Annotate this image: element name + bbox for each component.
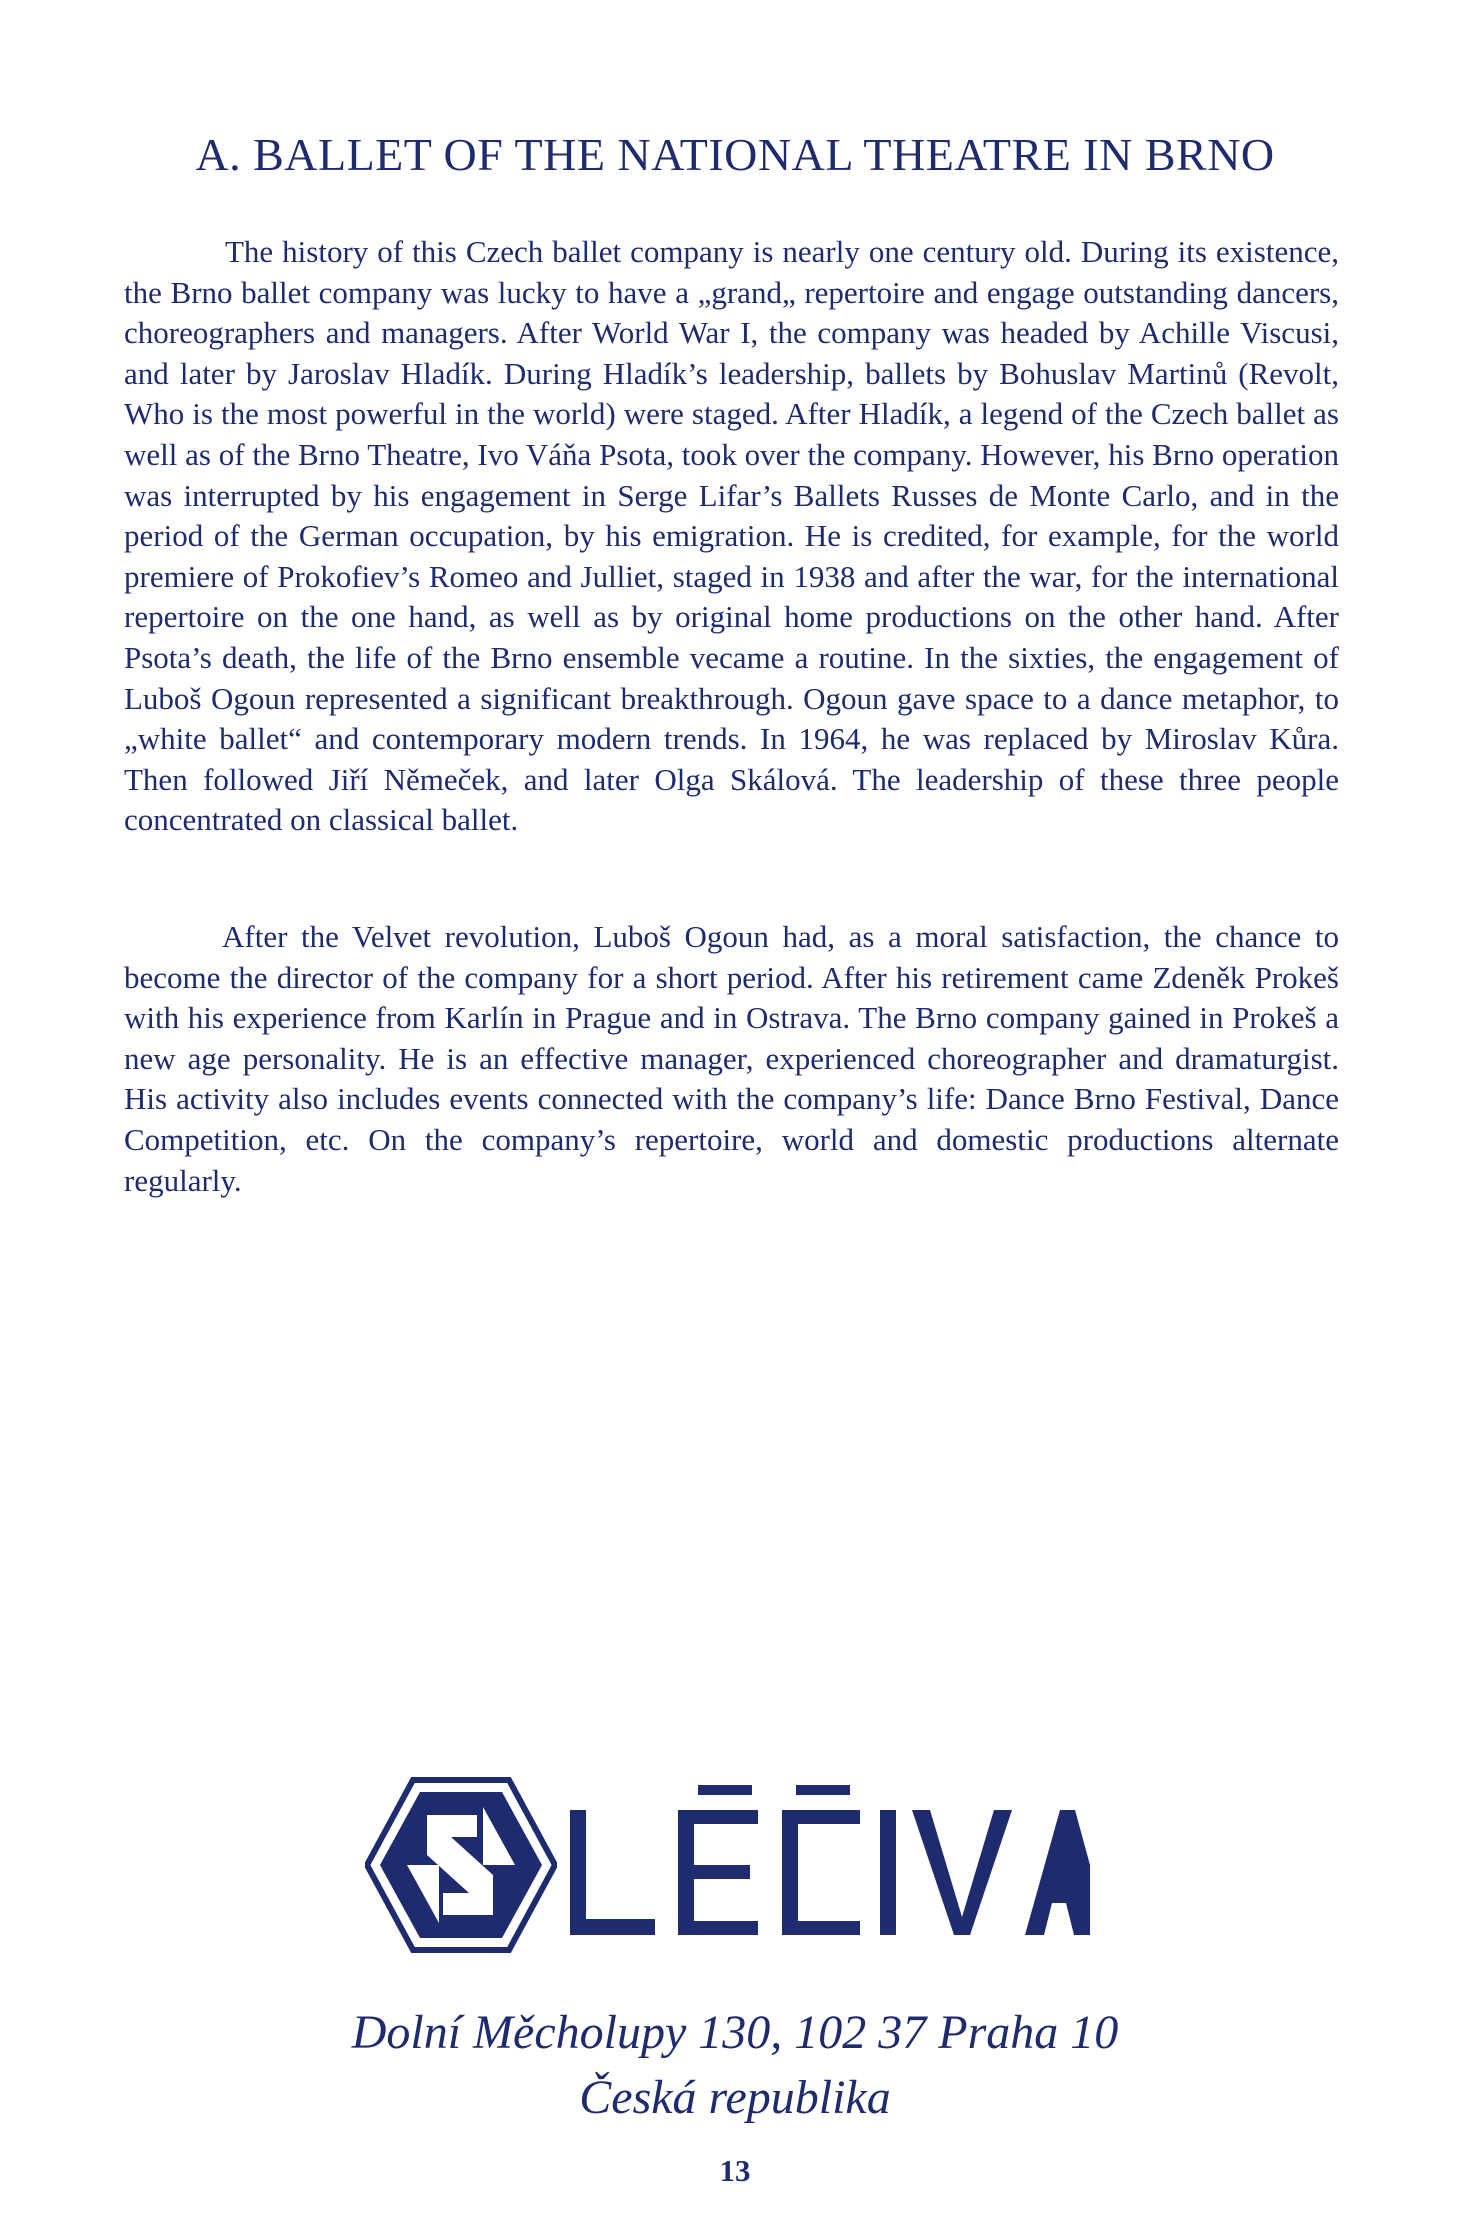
page-number: 13 (719, 2153, 751, 2188)
leciva-emblem-icon (365, 1775, 557, 1955)
paragraph-history: The history of this Czech ballet company is nearly one century old. During its existence, the Brno ballet company was lucky to have a „grand„ repertoire and engage outstanding dancers, choreographers and managers. After World War I, the company was headed by Achille Viscusi, and later by Jaroslav Hladík. During Hladík’s leadership, ballets by Bohuslav Martinů (Revolt, Who is the most powerful in the world) were staged. After Hladík, a legend of the Czech ballet as well as of the Brno Theatre, Ivo Váňa Psota, took over the company. However, his Brno operation was interrupted by his engagement in Serge Lifar’s Ballets Russes de Monte Carlo, and in the period of the German occupation, by his emigration. He is credited, for example, for the world premiere of Prokofiev’s Romeo and Julliet, staged in 1938 and after the war, for the international repertoire on the one hand, as well as by original home productions on the other hand. After Psota’s death, the life of the Brno ensemble vecame a routine. In the sixties, the engagement of Luboš Ogoun represented a significant breakthrough. Ogoun gave space to a dance metaphor, to „white ballet“ and contemporary modern trends. In 1964, he was replaced by Miroslav Kůra. Then followed Jiří Němeček, and later Olga Skálová. The leadership of these three people concentrated on classical ballet. (124, 234, 1339, 838)
leciva-logo (365, 1775, 1095, 1955)
company-address: Dolní Měcholupy 130, 102 37 Praha 10 (351, 2006, 1119, 2059)
section-heading: A. BALLET OF THE NATIONAL THEATRE IN BRNO (195, 129, 1275, 180)
leciva-wordmark (570, 1785, 1090, 1945)
paragraph-velvet-revolution: After the Velvet revolution, Luboš Ogoun had, as a moral satisfaction, the chance to become the director of the company for a short period. After his retirement came Zdeněk Prokeš with his experience from Karlín in Prague and in Ostrava. The Brno company gained in Prokeš a new age personality. He is an effective manager, experienced choreographer and dramaturgist. His activity also includes events connected with the company’s life: Dance Brno Festival, Dance Competition, etc. On the company’s repertoire, world and domestic productions alternate regularly. (124, 919, 1339, 1198)
company-country: Česká republika (579, 2071, 891, 2124)
